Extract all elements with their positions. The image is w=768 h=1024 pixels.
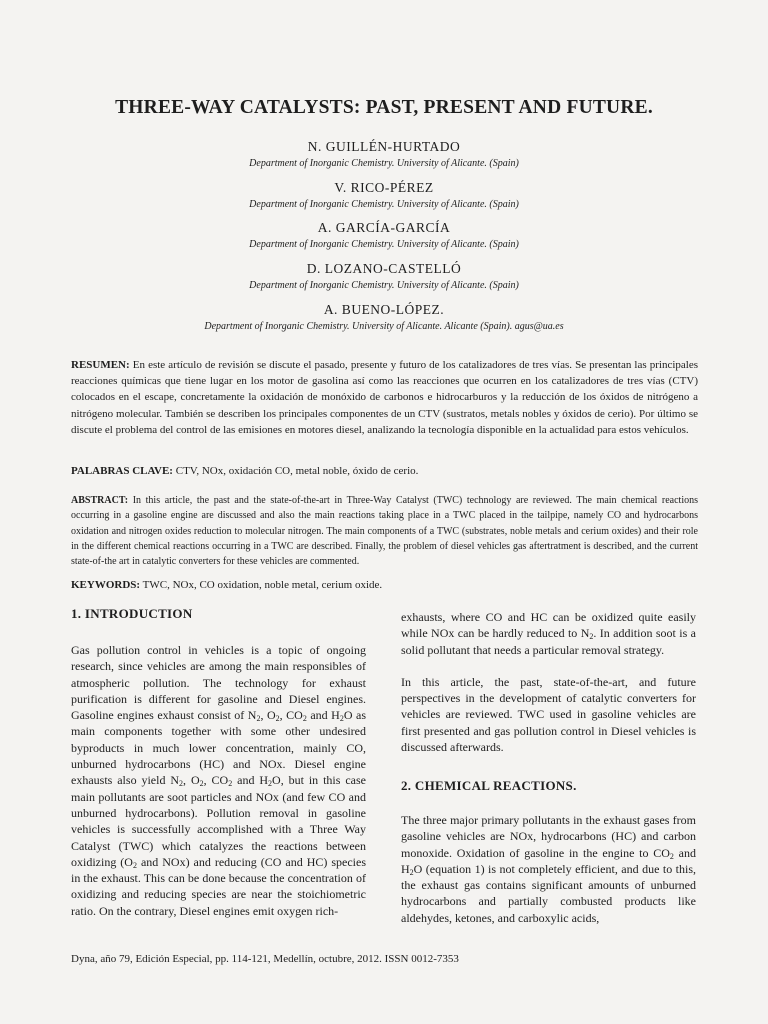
author-name: N. GUILLÉN-HURTADO bbox=[307, 139, 461, 154]
section-heading-introduction: 1. INTRODUCTION bbox=[71, 606, 193, 621]
resumen-block bbox=[71, 357, 698, 438]
intro-paragraph-1: Gas pollution control in vehicles is a topic of ongoing research, since vehicles are among the main responsibles of atmospheric pollution. The technology for exhaust purification is different for gasoline and Diesel engines. Gasoline engines exhaust consist of $N_2$, $O_2$, $CO_2$ and $H_2O$ as main components together with some other undesired byproducts in much lower concentration, mainly CO, unburned hydrocarbons (HC) and NOx. Diesel engine exhausts also yield $N_2$, $O_2$, $CO_2$ and $H_2O$, but in this case main pollutants are soot particles and NOx (and few CO and unburned hydrocarbons). Pollution removal in gasoline vehicles is successfully accomplished with a Three Way Catalyst (TWC) which catalyzes the reactions between oxidizing ($O_2$ and NOx) and reducing (CO and HC) species in the exhaust. This can be done because the concentration of oxidizing and reducing species are near the stoichiometric ratio. On the contrary, Diesel engines emit oxygen rich- bbox=[71, 643, 366, 918]
intro-paragraph-1-continued: exhausts, where CO and HC can be oxidized quite easily while NOx can be hardly reduced to $N_2$. In addition soot is a solid pollutant that needs a particular removal strategy. bbox=[401, 610, 696, 657]
abstract-block bbox=[71, 493, 698, 569]
abstract-text: In this article, the past and the state-of-the-art in Three-Way Catalyst (TWC) technology are reviewed. The main chemical reactions occurring in a gasoline engine are discussed and also the main reactions taking place in a TWC placed in the tailpipe, namely CO and hydrocarbons oxidation and nitrogen oxides reduction to molecular nitrogen. The main components of a TWC (substrates, noble metals and cerium oxides) and their role in the different chemical reactions occurring in a TWC are described. Finally, the problem of diesel vehicles gas aftertratment is described, and the current state-of-the art in catalytic converters for these vehicles are commented. bbox=[71, 495, 699, 568]
author-name: V. RICO-PÉREZ bbox=[334, 180, 434, 195]
author-name: D. LOZANO-CASTELLÓ bbox=[306, 261, 462, 276]
chem-paragraph-1: The three major primary pollutants in the exhaust gases from gasoline vehicles are NOx, hydrocarbons (HC) and carbon monoxide. Oxidation of gasoline in the engine to $CO_2$ and $H_2O$ (equation 1) is not completely efficient, and due to this, the exhaust gas contains significant amounts of unburned hydrocarbons and partially combusted products like aldehydes, ketones, and carboxylic acids, bbox=[401, 813, 696, 925]
intro-paragraph-2: In this article, the past, state-of-the-art, and future perspectives in the development of catalytic converters for vehicles are reviewed. TWC used in gasoline vehicles are first presented and gas pollution control in Diesel vehicles is discussed afterwards. bbox=[401, 674, 696, 755]
resumen-text: En este artículo de revisión se discute el pasado, presente y futuro de los catalizadores de tres vías. Se presentan las principales reacciones químicas que tiene lugar en los motor de gasolina así como las reacciones que ocurren en los catalizadores de tres vías (CTV) colocados en el escape, concretamente la oxidación de monóxido de carbonos e hidrocarburos y la reducción de los óxidos de nitrógeno a nitrógeno molecular. También se describen los principales componentes de un CTV (sustratos, metals nobles y óxidos de cerio). Por último se discute el problema del control de las emisiones en motores diesel, analizando la tecnología disponible en la actualidad para estos vehículos. bbox=[71, 359, 698, 436]
author-name: A. BUENO-LÓPEZ. bbox=[323, 302, 445, 317]
resumen-label: RESUMEN: bbox=[71, 359, 130, 371]
author-affiliation: Department of Inorganic Chemistry. University of Alicante. (Spain) bbox=[249, 280, 519, 291]
author-affiliation: Department of Inorganic Chemistry. University of Alicante. (Spain) bbox=[249, 158, 519, 169]
keywords-label: KEYWORDS: bbox=[71, 579, 141, 591]
chemical-reactions-column bbox=[401, 812, 696, 926]
author-affiliation: Department of Inorganic Chemistry. University of Alicante. (Spain) bbox=[249, 199, 519, 210]
paper-title: THREE-WAY CATALYSTS: PAST, PRESENT AND FUTURE. bbox=[115, 97, 653, 118]
right-column bbox=[401, 609, 696, 755]
keywords-text: TWC, NOx, CO oxidation, noble metal, cerium oxide. bbox=[142, 579, 383, 591]
abstract-label: ABSTRACT: bbox=[71, 495, 129, 506]
author-affiliation: Department of Inorganic Chemistry. University of Alicante. (Spain) bbox=[249, 239, 519, 250]
author-name: A. GARCÍA-GARCÍA bbox=[317, 220, 451, 235]
author-affiliation: Department of Inorganic Chemistry. University of Alicante. Alicante (Spain). agus@ua.es bbox=[204, 321, 564, 332]
page-footer: Dyna, año 79, Edición Especial, pp. 114-121, Medellín, octubre, 2012. ISSN 0012-7353 bbox=[71, 953, 459, 965]
palabras-clave-block bbox=[71, 463, 698, 479]
section-heading-chemical-reactions: 2. CHEMICAL REACTIONS. bbox=[401, 778, 577, 793]
palabras-clave-text: CTV, NOx, oxidación CO, metal noble, óxido de cerio. bbox=[175, 465, 419, 477]
keywords-block bbox=[71, 577, 698, 593]
palabras-clave-label: PALABRAS CLAVE: bbox=[71, 465, 173, 477]
left-column bbox=[71, 642, 366, 919]
